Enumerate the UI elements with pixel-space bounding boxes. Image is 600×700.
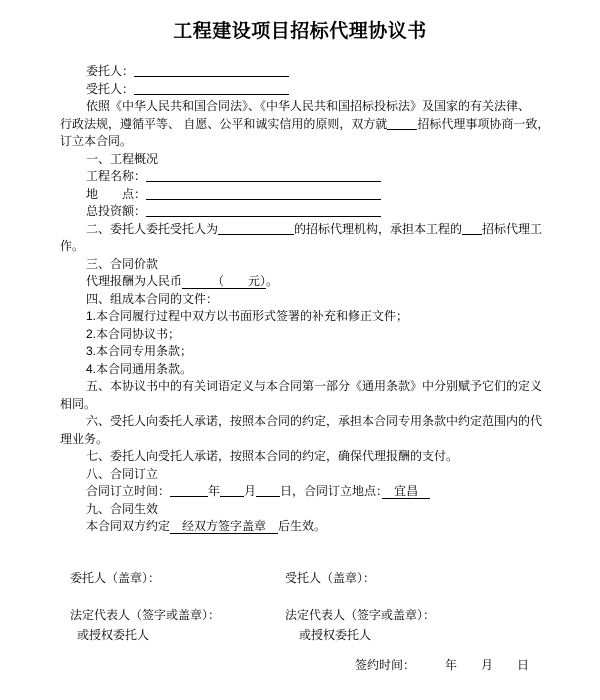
document-line <box>60 221 545 239</box>
document-line <box>60 151 545 169</box>
text-segment: 行政法规，遵循平等、 自愿、公平和诚实信用的原则，双方就 <box>60 116 388 131</box>
text-segment: 受托人： <box>86 81 135 96</box>
client-seal-label: 委托人（盖章）： <box>70 570 161 585</box>
document-line <box>60 203 545 221</box>
document-line <box>60 501 545 519</box>
filled-blank-text: （ 元） <box>182 274 267 288</box>
agent-legal-rep-label: 法定代表人（签字或盖章）： <box>285 607 436 622</box>
fill-in-blank <box>134 93 289 95</box>
text-segment: 理业务。 <box>60 431 109 446</box>
document-body <box>60 63 550 536</box>
text-segment: 。 <box>266 274 279 288</box>
text-segment: 总投资额： <box>86 204 147 218</box>
document-line <box>60 98 545 116</box>
document-line <box>60 168 545 186</box>
text-segment: 作。 <box>60 239 85 253</box>
fill-in-blank <box>387 128 417 130</box>
authorized-agent-row <box>60 627 540 643</box>
document-line <box>60 63 545 81</box>
document-line <box>60 81 545 99</box>
text-segment: 招标代理事项协商一致， <box>417 116 550 131</box>
text-segment: 委托人： <box>86 64 135 78</box>
signature-block <box>0 570 600 673</box>
fill-in-blank <box>134 75 289 77</box>
agent-seal-label: 受托人（盖章）： <box>285 570 376 585</box>
text-segment: 的招标代理机构，承担本工程的 <box>294 221 463 236</box>
fill-in-blank <box>218 233 294 235</box>
document-line <box>60 343 545 361</box>
text-segment: 四、组成本合同的文件： <box>86 291 219 306</box>
text-segment: 本合同双方约定 <box>86 519 171 533</box>
text-segment: 六、受托人向委托人承诺，按照本合同的约定，承担本合同专用条款中约定范围内的代 <box>86 414 543 428</box>
document-line <box>60 116 550 134</box>
document-title: 工程建设项目招标代理协议书 <box>173 21 427 42</box>
document-line <box>60 273 545 291</box>
text-segment: 日，合同订立地点： <box>280 484 383 498</box>
text-segment: 3.本合同专用条款； <box>86 344 193 358</box>
document-line <box>60 291 545 309</box>
text-segment: 七、委托人向受托人承诺，按照本合同的约定，确保代理报酬的支付。 <box>86 449 459 463</box>
document-line <box>60 466 545 484</box>
document-line <box>60 413 545 431</box>
document-line <box>60 396 545 414</box>
document-line <box>60 186 545 204</box>
sign-time-label: 签约时间： 年 月 日 <box>355 657 530 672</box>
fill-in-blank <box>170 495 208 497</box>
client-legal-rep-label: 法定代表人（签字或盖章）： <box>70 607 221 622</box>
document-line <box>60 256 545 274</box>
text-segment: 依照《中华人民共和国合同法》、《中华人民共和国招标投标法》及国家的有关法律、 <box>86 99 531 113</box>
document-line <box>60 518 545 536</box>
document-line <box>60 378 545 396</box>
text-segment: 月 <box>244 484 257 498</box>
document-line <box>60 431 545 449</box>
document-line <box>60 448 545 466</box>
fill-in-blank <box>146 215 381 217</box>
text-segment: 一、工程概况 <box>86 151 159 166</box>
client-authorized-label: 或授权委托人 <box>77 627 150 642</box>
filled-blank-text: 经双方签字盖章 <box>170 519 279 533</box>
seal-row <box>60 570 540 586</box>
fill-in-blank <box>146 198 381 200</box>
text-segment: 代理报酬为人民币 <box>86 274 183 288</box>
legal-rep-row <box>60 607 540 623</box>
fill-in-blank <box>220 495 244 497</box>
fill-in-blank <box>462 233 482 235</box>
text-segment: 招标代理工 <box>482 221 543 236</box>
text-segment: 年 <box>208 484 221 498</box>
text-segment: 4.本合同通用条款。 <box>86 361 193 376</box>
document-line <box>60 133 545 151</box>
text-segment: 九、合同生效 <box>86 501 159 516</box>
filled-blank-text: 宜昌 <box>382 484 431 498</box>
text-segment: 1.本合同履行过程中双方以书面形式签署的补充和修正文件； <box>86 309 409 323</box>
document-line <box>60 483 545 501</box>
document-line <box>60 326 545 344</box>
fill-in-blank <box>256 495 280 497</box>
text-segment: 合同订立时间： <box>86 484 171 498</box>
text-segment: 2.本合同协议书； <box>86 326 181 341</box>
text-segment: 八、合同订立 <box>86 466 159 481</box>
text-segment: 后生效。 <box>278 519 327 533</box>
document-line <box>60 308 545 326</box>
document-line <box>60 361 545 379</box>
text-segment: 五、本协议书中的有关词语定义与本合同第一部分《通用条款》中分别赋予它们的定义 <box>86 379 543 393</box>
text-segment: 地 点： <box>86 186 147 201</box>
text-segment: 二、委托人委托受托人为 <box>86 221 219 236</box>
text-segment: 订立本合同。 <box>60 134 133 148</box>
document-line <box>60 238 545 256</box>
fill-in-blank <box>146 180 381 182</box>
text-segment: 相同。 <box>60 396 97 411</box>
agent-authorized-label: 或授权委托人 <box>299 627 372 642</box>
text-segment: 三、合同价款 <box>86 256 159 271</box>
text-segment: 工程名称： <box>86 169 147 183</box>
